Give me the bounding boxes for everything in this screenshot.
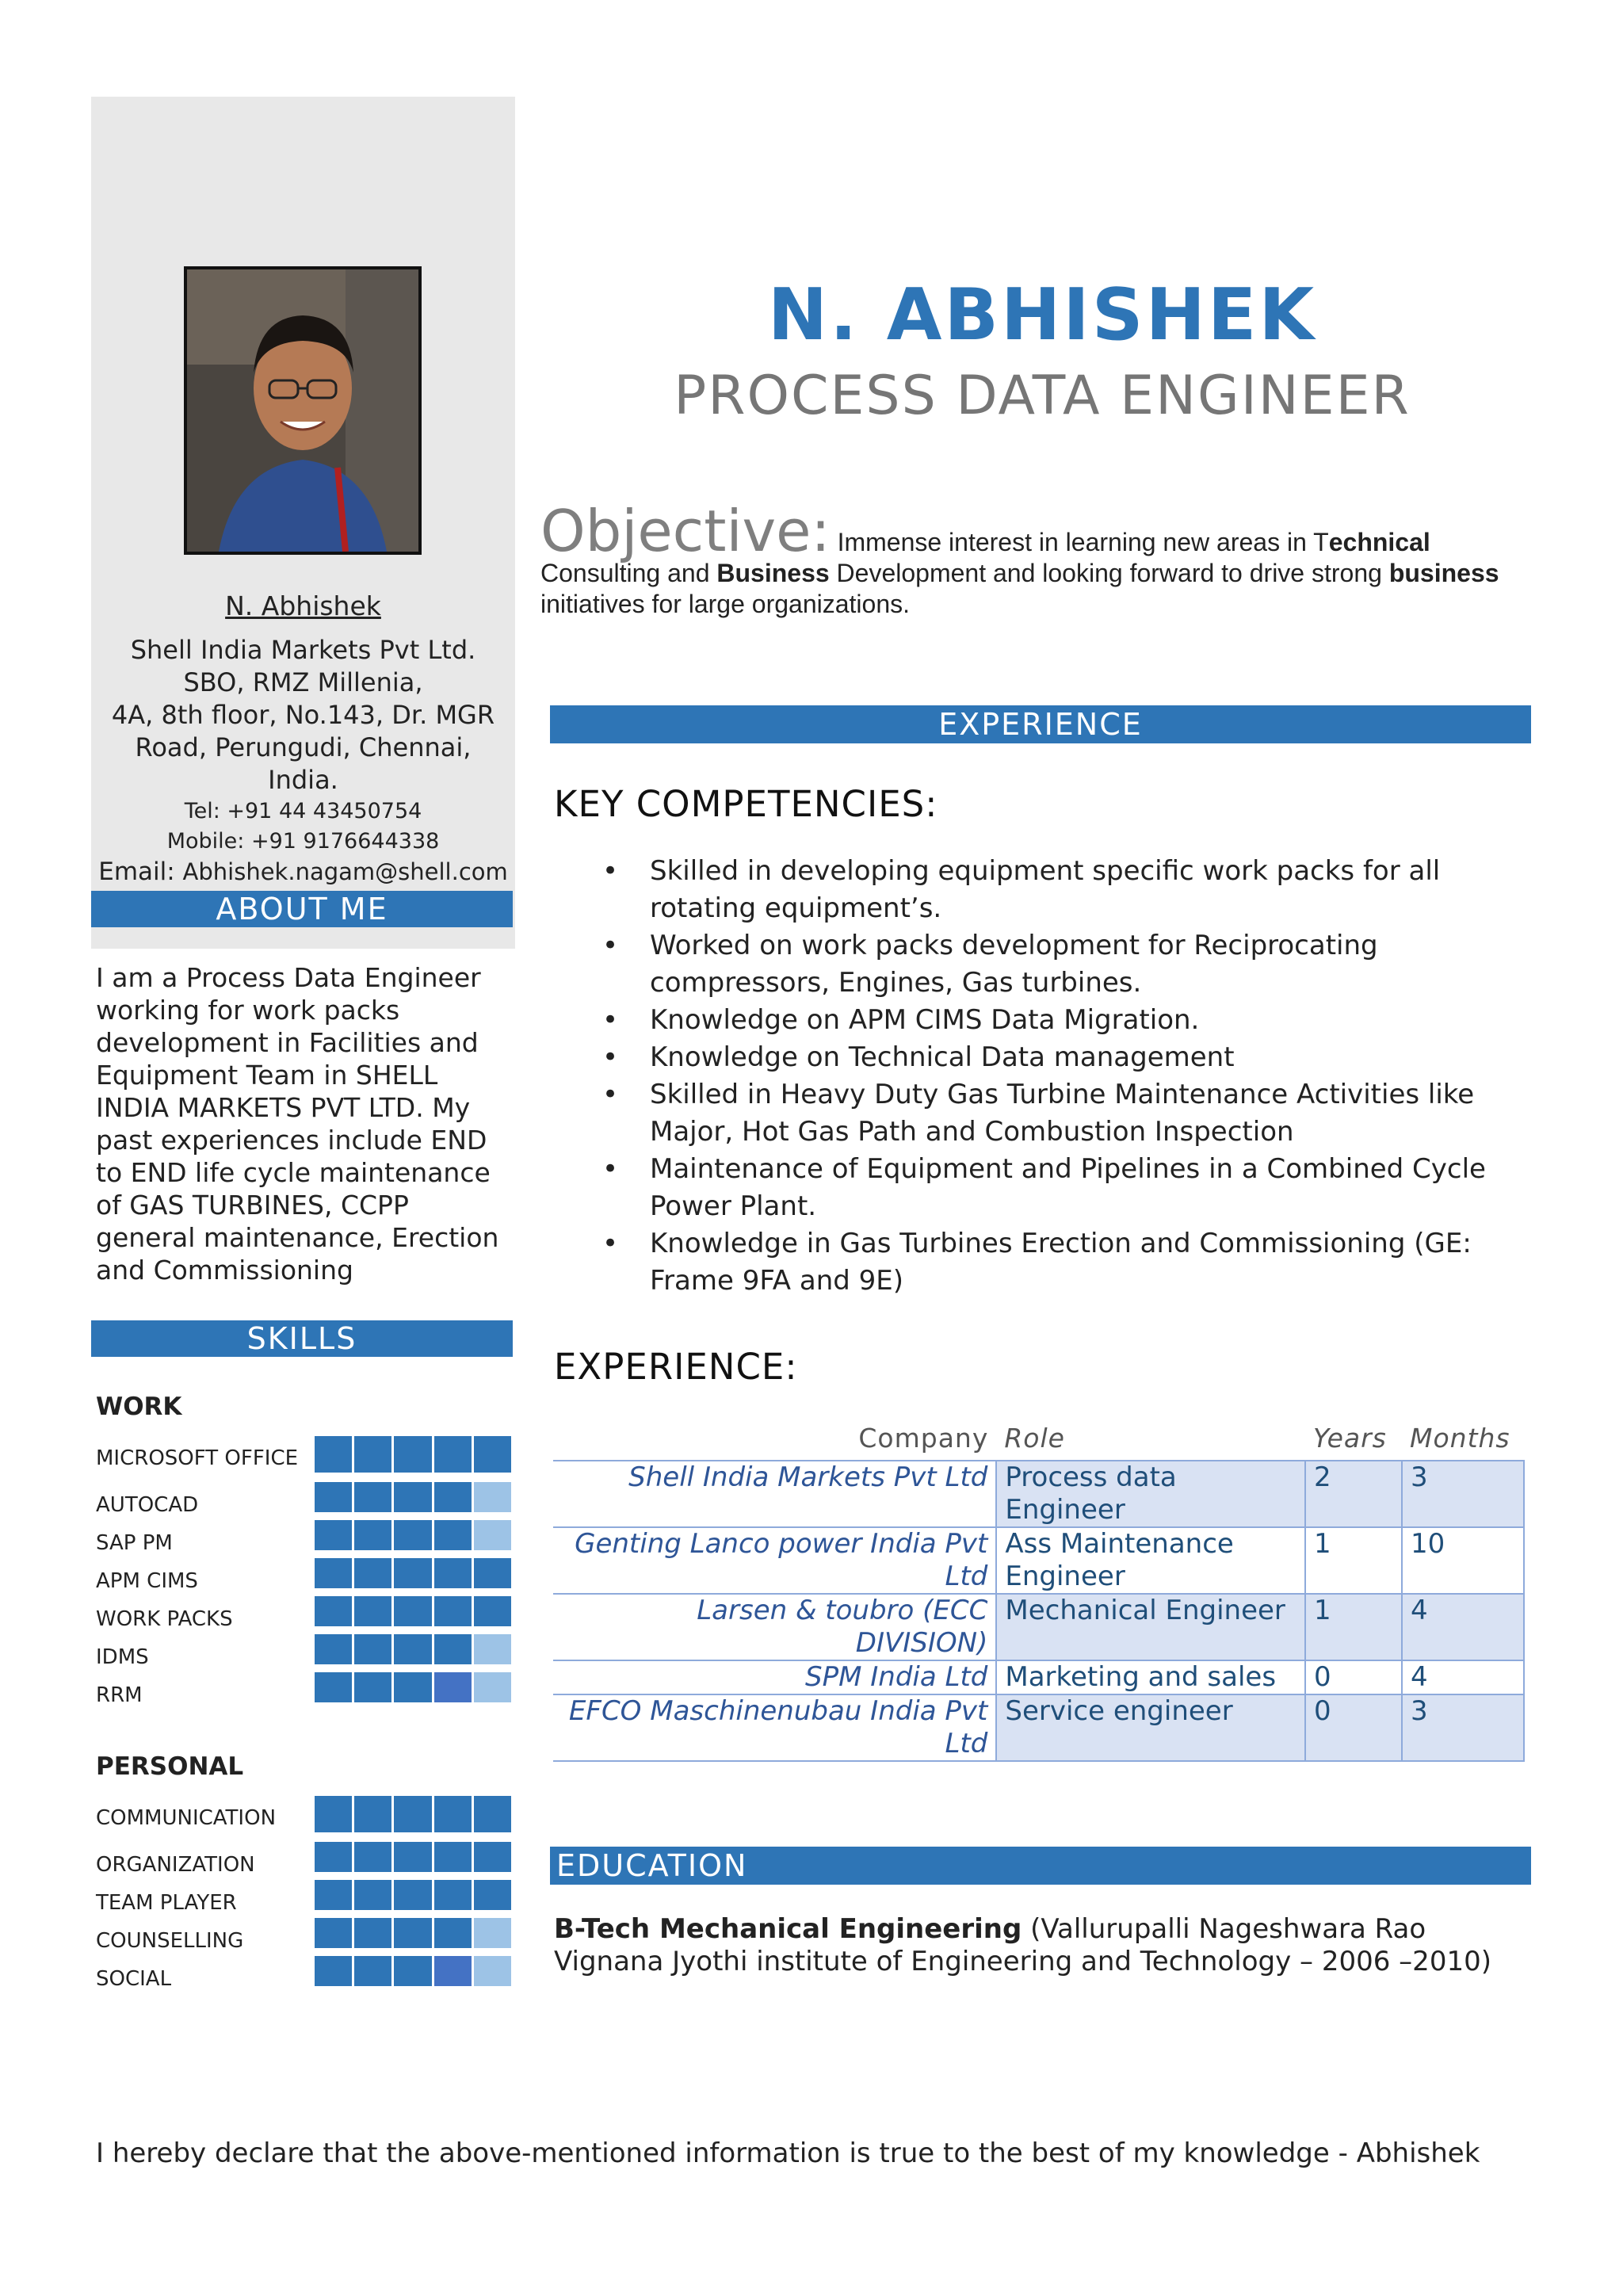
education-section-bar: EDUCATION — [550, 1847, 1531, 1885]
degree-name: B-Tech Mechanical Engineering — [554, 1913, 1022, 1945]
list-item: • Skilled in Heavy Duty Gas Turbine Maintenance Activities like Major, Hot Gas Path and Combustion Inspection — [602, 1076, 1529, 1151]
list-item: • Knowledge on Technical Data management — [602, 1039, 1529, 1076]
address-line: India. — [268, 765, 338, 795]
skill-rating-bar — [315, 1880, 511, 1910]
role-cell: Marketing and sales — [996, 1660, 1305, 1694]
skill-rating-bar — [315, 1520, 511, 1550]
months-cell: 4 — [1402, 1660, 1524, 1694]
list-item: • Knowledge on APM CIMS Data Migration. — [602, 1002, 1529, 1039]
list-item: • Skilled in developing equipment specific work packs for all rotating equipment’s. — [602, 853, 1529, 927]
experience-heading: EXPERIENCE: — [554, 1346, 798, 1388]
profile-photo — [184, 266, 422, 555]
skill-label: ORGANIZATION — [96, 1853, 255, 1877]
skills-heading: SKILLS — [91, 1320, 513, 1357]
skill-label: TEAM PLAYER — [96, 1891, 237, 1915]
column-header-months: Months — [1402, 1420, 1524, 1461]
role-cell: Service engineer — [996, 1694, 1305, 1761]
work-skills-heading: WORK — [96, 1392, 182, 1421]
skill-rating-bar — [315, 1672, 511, 1702]
skill-label: MICROSOFT OFFICE — [96, 1446, 299, 1470]
table-header-row — [553, 1420, 1524, 1461]
skill-label: AUTOCAD — [96, 1493, 199, 1517]
role-cell: Mechanical Engineer — [996, 1594, 1305, 1660]
column-header-company: Company — [553, 1420, 996, 1461]
contact-name: N. Abhishek — [225, 590, 381, 621]
about-me-text: I am a Process Data Engineer working for work packs development in Facilities and Equipment Team in SHELL INDIA MARKETS PVT LTD. My past experiences include END to END life cycle maintenance of GAS TURBINES, CCPP general maintenance, Erection and Commissioning — [96, 962, 499, 1286]
table-row — [553, 1527, 1524, 1594]
company-cell: Larsen & toubro (ECC DIVISION) — [553, 1594, 996, 1660]
skill-rating-bar — [315, 1558, 511, 1588]
skill-label: COMMUNICATION — [96, 1806, 277, 1830]
table-row — [553, 1594, 1524, 1660]
skill-label: SAP PM — [96, 1531, 173, 1555]
years-cell: 1 — [1305, 1594, 1402, 1660]
personal-skills-heading: PERSONAL — [96, 1752, 244, 1781]
skill-rating-bar — [315, 1634, 511, 1664]
address-line: Road, Perungudi, Chennai, — [135, 732, 472, 762]
experience-table — [553, 1420, 1525, 1762]
skill-label: RRM — [96, 1683, 143, 1707]
skill-rating-bar — [315, 1956, 511, 1986]
years-cell: 1 — [1305, 1527, 1402, 1594]
objective-paragraph: Objective: Immense interest in learning new areas in Technical Consulting and Business Development and looking forward to drive strong business initiatives for large organizations. — [540, 498, 1499, 618]
column-header-years: Years — [1305, 1420, 1402, 1461]
objective-heading: Objective: — [540, 498, 831, 564]
education-detail: (Vallurupalli Nageshwara Rao Vignana Jyothi institute of Engineering and Technology – 2006 –2010) — [554, 1913, 1491, 1977]
column-header-role: Role — [996, 1420, 1305, 1461]
address-line: 4A, 8th floor, No.143, Dr. MGR — [111, 700, 495, 730]
list-item: • Knowledge in Gas Turbines Erection and Commissioning (GE: Frame 9FA and 9E) — [602, 1225, 1529, 1300]
competencies-heading: KEY COMPETENCIES: — [554, 783, 938, 825]
skill-rating-bar — [315, 1596, 511, 1626]
role-cell: Ass Maintenance Engineer — [996, 1527, 1305, 1594]
mobile-number: Mobile: +91 9176644338 — [166, 829, 440, 854]
table-row — [553, 1660, 1524, 1694]
months-cell: 3 — [1402, 1694, 1524, 1761]
email-line — [91, 858, 515, 886]
skill-rating-bar — [315, 1796, 511, 1832]
years-cell: 0 — [1305, 1694, 1402, 1761]
competencies-list — [602, 853, 1529, 1300]
months-cell: 10 — [1402, 1527, 1524, 1594]
job-title: PROCESS DATA ENGINEER — [674, 365, 1411, 427]
table-row — [553, 1694, 1524, 1761]
phone-number: Tel: +91 44 43450754 — [184, 799, 422, 823]
list-item: • Maintenance of Equipment and Pipelines in a Combined Cycle Power Plant. — [602, 1151, 1529, 1225]
list-item: • Worked on work packs development for Reciprocating compressors, Engines, Gas turbines. — [602, 927, 1529, 1002]
resume-name: N. ABHISHEK — [767, 273, 1317, 357]
skill-label: WORK PACKS — [96, 1607, 233, 1631]
email-link[interactable]: Abhishek.nagam@shell.com — [182, 858, 508, 885]
months-cell: 4 — [1402, 1594, 1524, 1660]
company-cell: SPM India Ltd — [553, 1660, 996, 1694]
education-entry — [554, 1913, 1529, 1978]
skill-label: COUNSELLING — [96, 1929, 244, 1953]
role-cell: Process data Engineer — [996, 1461, 1305, 1527]
address-line: SBO, RMZ Millenia, — [183, 667, 423, 697]
skill-label: SOCIAL — [96, 1967, 172, 1991]
skill-rating-bar — [315, 1918, 511, 1948]
skill-rating-bar — [315, 1842, 511, 1872]
about-me-heading: ABOUT ME — [91, 891, 513, 927]
skill-rating-bar — [315, 1482, 511, 1512]
table-row — [553, 1461, 1524, 1527]
experience-section-bar: EXPERIENCE — [550, 705, 1531, 743]
company-cell: Genting Lanco power India Pvt Ltd — [553, 1527, 996, 1594]
company-cell: EFCO Maschinenubau India Pvt Ltd — [553, 1694, 996, 1761]
skill-rating-bar — [315, 1436, 511, 1473]
address-line: Shell India Markets Pvt Ltd. — [130, 635, 476, 665]
months-cell: 3 — [1402, 1461, 1524, 1527]
declaration-text: I hereby declare that the above-mentioned information is true to the best of my knowledge - Abhishek — [96, 2137, 1480, 2169]
email-label: Email: — [98, 858, 175, 886]
skill-label: IDMS — [96, 1645, 149, 1669]
skill-label: APM CIMS — [96, 1569, 198, 1593]
years-cell: 2 — [1305, 1461, 1402, 1527]
years-cell: 0 — [1305, 1660, 1402, 1694]
company-cell: Shell India Markets Pvt Ltd — [553, 1461, 996, 1527]
